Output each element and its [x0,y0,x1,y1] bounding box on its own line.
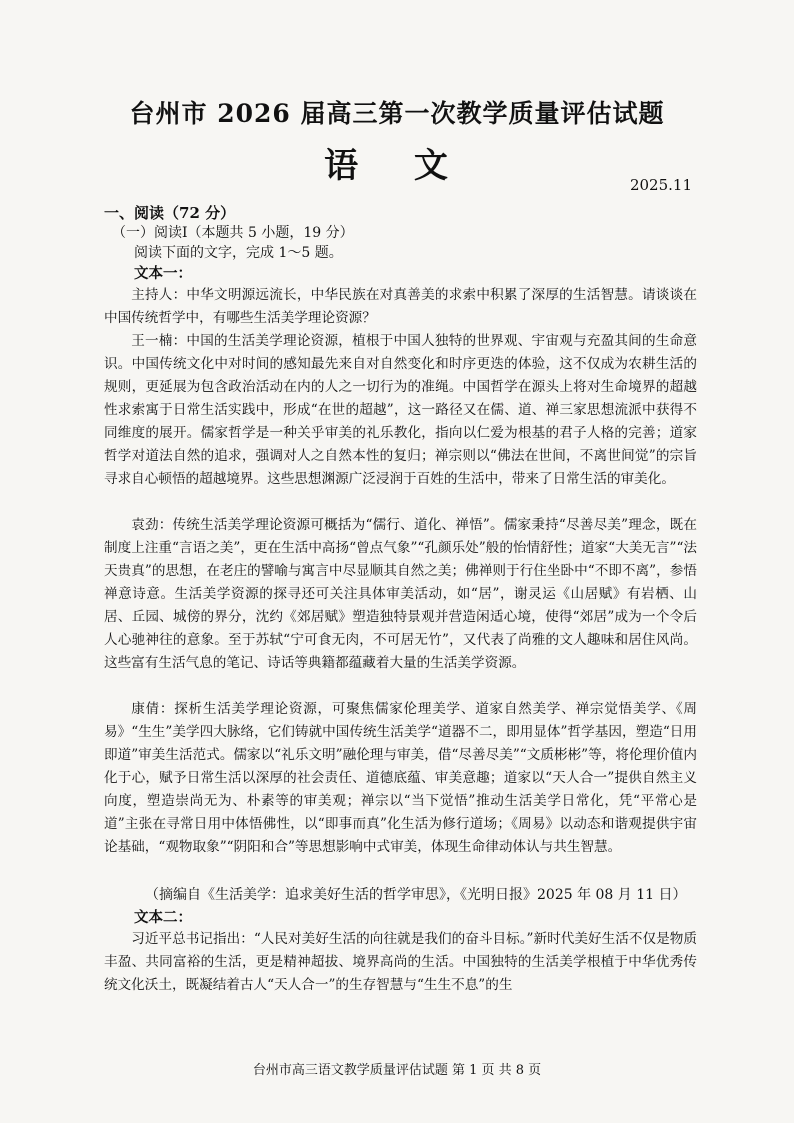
text1-source: （摘编自《生活美学：追求美好生活的哲学审思》，《光明日报》2025 年 08 月 11 日） [145,887,687,903]
text2-paragraph: 习近平总书记指出：“人民对美好生活的向往就是我们的奋斗目标。”新时代美好生活不仅是物质丰盈、共同富裕的生活，更是精神超拔、境界高尚的生活。中国独特的生活美学根植于中华优秀传统文化沃土，既凝结着古人“天人合一”的生存智慧与“生生不息”的生 [104,931,697,993]
exam-date: 2025.11 [629,176,692,194]
exam-title: 台州市 2026 届高三第一次教学质量评估试题 [129,99,665,128]
section-instruction: 阅读下面的文字，完成 1～5 题。 [134,245,343,261]
text1-paragraph-host: 主持人：中华文明源远流长，中华民族在对真善美的求索中积累了深厚的生活智慧。请谈谈在中国传统哲学中，有哪些生活美学理论资源？ [104,287,697,326]
text2-label: 文本二： [134,909,192,926]
page-footer: 台州市高三语文教学质量评估试题 第 1 页 共 8 页 [252,1063,542,1078]
text1-label: 文本一： [134,265,192,282]
text1-paragraph-yuan: 袁劲：传统生活美学理论资源可概括为“儒行、道化、禅悟”。儒家秉持“尽善尽美”理念，既在制度上注重“言语之美”，更在生活中高扬“曾点气象”“孔颜乐处”般的怡情舒性；道家“大美无言”“法天贵真”的思想，在老庄的譬喻与寓言中尽显顺其自然之美；佛禅则于行住坐卧中“不即不离”，参悟禅意诗意。生活美学资源的探寻还可关注具体审美活动，如“居”，谢灵运《山居赋》有岩栖、山居、丘园、城傍的界分，沈约《郊居赋》塑造独特景观并营造闲适心境，使得“郊居”成为一个令后人心驰神往的意象。至于苏轼“宁可食无肉，不可居无竹”，又代表了尚雅的文人趣味和居住风尚。这些富有生活气息的笔记、诗话等典籍都蕴藏着大量的生活美学资源。 [104,517,697,671]
text1-paragraph-kang: 康倩：探析生活美学理论资源，可聚焦儒家伦理美学、道家自然美学、禅宗觉悟美学、《周易》“生生”美学四大脉络，它们铸就中国传统生活美学“道器不二，即用显体”哲学基因，塑造“日用即道”审美生活范式。儒家以“礼乐文明”融伦理与审美，借“尽善尽美”“文质彬彬”等，将伦理价值内化于心，赋予日常生活以深厚的社会责任、道德底蕴、审美意趣；道家以“天人合一”提供自然主义向度，塑造崇尚无为、朴素等的审美观；禅宗以“当下觉悟”推动生活美学日常化，凭“平常心是道”主张在寻常日用中体悟佛性，以“即事而真”化生活为修行道场；《周易》以动态和谐观提供宇宙论基础，“观物取象”“阴阳和合”等思想影响中式审美，体现生命律动体认与共生智慧。 [104,701,697,855]
section-heading: 一、阅读（72 分） [104,204,236,222]
text1-paragraph-wang: 王一楠：中国的生活美学理论资源，植根于中国人独特的世界观、宇宙观与充盈其间的生命意识。中国传统文化中对时间的感知最先来自对自然变化和时序更迭的体验，这不仅成为农耕生活的规则，更延展为包含政治活动在内的人之一切行为的准绳。中国哲学在源头上将对生命境界的超越性求索寓于日常生活实践中，形成“在世的超越”，这一路径又在儒、道、禅三家思想流派中获得不同维度的展开。儒家哲学是一种关乎审美的礼乐教化，指向以仁爱为根基的君子人格的完善；道家哲学对道法自然的追求，强调对人之自然本性的复归；禅宗则以“佛法在世间，不离世间觉”的宗旨寻求自心顿悟的超越境界。这些思想渊源广泛浸润于百姓的生活中，带来了日常生活的审美化。 [104,333,697,487]
subject-title: 语 文 [324,146,470,186]
section-subheading: （一）阅读Ⅰ（本题共 5 小题，19 分） [112,225,354,241]
